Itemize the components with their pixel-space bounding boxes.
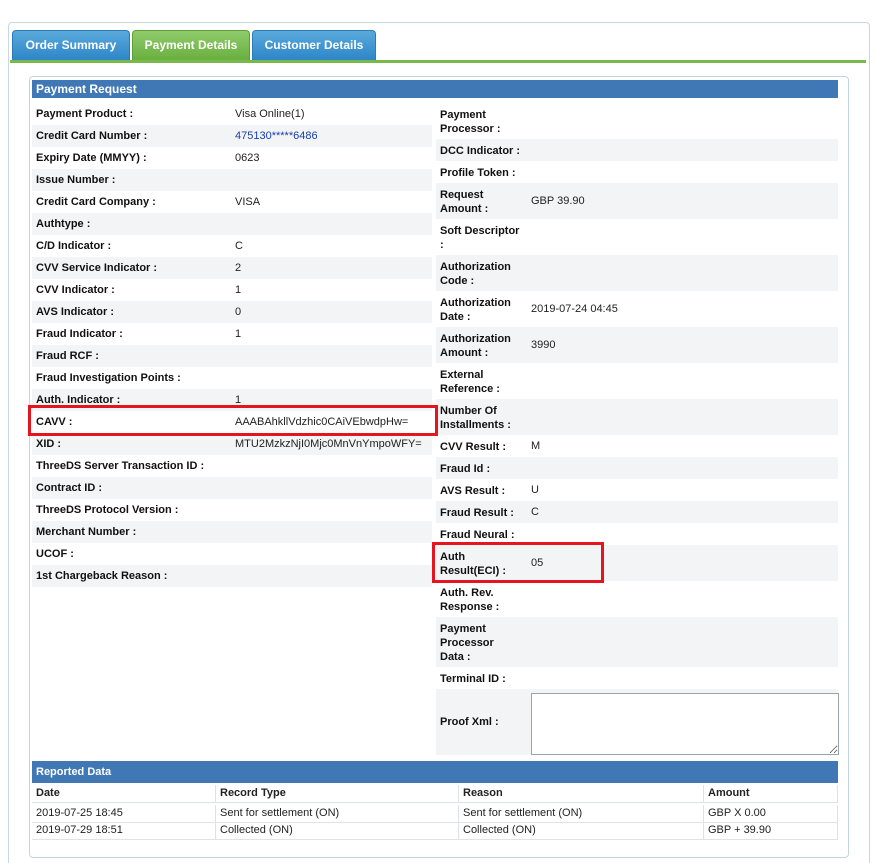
field-value: 2	[235, 262, 242, 274]
proof-xml-field[interactable]	[531, 693, 839, 755]
field-label-line: Authorization	[440, 297, 511, 309]
field-label: Authtype :	[36, 218, 91, 230]
field-label-line: Processor :	[440, 123, 501, 135]
right-field-row	[436, 255, 838, 291]
field-value: 1	[235, 284, 242, 296]
field-label-line: Response :	[440, 601, 500, 613]
tab-payment-details[interactable]: Payment Details	[132, 30, 250, 60]
column-header[interactable]: Date	[32, 785, 216, 802]
field-label	[440, 108, 526, 136]
right-field-row	[436, 457, 838, 479]
field-value: MTU2MzkzNjI0Mjc0MnVnYmpoWFY=	[235, 438, 422, 450]
right-field-row	[436, 139, 838, 161]
column-header[interactable]: Reason	[459, 785, 704, 802]
left-field-row	[32, 477, 432, 499]
cavv-highlight-box	[28, 405, 438, 436]
left-field-row	[32, 279, 432, 301]
field-value: GBP 39.90	[531, 195, 585, 207]
right-field-row	[436, 327, 838, 363]
table-cell: 2019-07-29 18:51	[32, 822, 216, 839]
field-value: 05	[531, 557, 544, 569]
field-label: Issue Number :	[36, 174, 116, 186]
reported-data-title: Reported Data	[32, 761, 838, 783]
field-label-line: AVS Result :	[440, 485, 506, 497]
field-label-line: Fraud Neural :	[440, 529, 515, 541]
field-label-line: Number Of	[440, 405, 497, 417]
field-label: Credit Card Company :	[36, 196, 156, 208]
field-label: CVV Indicator :	[36, 284, 115, 296]
field-label-line: Authorization	[440, 333, 511, 345]
field-label: Fraud Investigation Points :	[36, 372, 181, 384]
field-value: M	[531, 440, 541, 452]
field-label: UCOF :	[36, 548, 74, 560]
field-label-line: Proof Xml :	[440, 716, 499, 728]
table-cell: Collected (ON)	[459, 822, 704, 839]
field-label	[440, 715, 526, 729]
field-label-line: Fraud Id :	[440, 463, 491, 475]
left-field-row	[32, 147, 432, 169]
left-field-row	[32, 169, 432, 191]
right-field-row	[436, 183, 838, 219]
field-label: Contract ID :	[36, 482, 102, 494]
field-label	[440, 332, 526, 360]
field-label	[440, 404, 526, 432]
left-field-row	[32, 301, 432, 323]
field-label-line: Profile Token :	[440, 167, 516, 179]
table-row	[32, 822, 838, 840]
field-label	[440, 144, 526, 158]
field-label	[440, 368, 526, 396]
field-value: U	[531, 484, 539, 496]
eci-highlight-box	[432, 542, 604, 583]
right-field-row	[436, 581, 838, 617]
field-label-line: Reference :	[440, 383, 500, 395]
field-value: Visa Online(1)	[235, 108, 305, 120]
field-label: CVV Service Indicator :	[36, 262, 158, 274]
credit-card-number-link[interactable]: 475130*****6486	[235, 130, 318, 142]
field-label	[440, 622, 526, 664]
tab-order-summary[interactable]: Order Summary	[12, 30, 130, 60]
table-cell: Sent for settlement (ON)	[459, 805, 704, 822]
field-value: 3990	[531, 339, 556, 351]
table-cell: 2019-07-25 18:45	[32, 805, 216, 822]
left-field-row	[32, 213, 432, 235]
field-label-line: Amount :	[440, 347, 489, 359]
field-label: Auth. Indicator :	[36, 394, 121, 406]
left-field-row	[32, 103, 432, 125]
field-label-line: Code :	[440, 275, 475, 287]
field-label	[440, 672, 526, 686]
right-field-row	[436, 219, 838, 255]
field-label: XID :	[36, 438, 62, 450]
field-label-line: Auth. Rev.	[440, 587, 494, 599]
field-label-line: Soft Descriptor	[440, 225, 520, 237]
table-cell: GBP X 0.00	[704, 805, 838, 822]
field-label: Fraud RCF :	[36, 350, 99, 362]
field-label	[440, 440, 526, 454]
field-label	[440, 506, 526, 520]
left-field-row	[32, 235, 432, 257]
field-label-line: External	[440, 369, 484, 381]
column-header[interactable]: Record Type	[216, 785, 459, 802]
right-field-row	[436, 103, 838, 139]
right-field-row	[436, 667, 838, 689]
right-field-row	[436, 161, 838, 183]
field-label	[440, 586, 526, 614]
field-label: Merchant Number :	[36, 526, 137, 538]
left-field-row	[32, 433, 432, 455]
field-value: 0623	[235, 152, 260, 164]
field-label-line: Authorization	[440, 261, 511, 273]
field-label: ThreeDS Server Transaction ID :	[36, 460, 205, 472]
left-field-row	[32, 323, 432, 345]
field-value: 2019-07-24 04:45	[531, 303, 618, 315]
field-value: C	[235, 240, 243, 252]
field-label: Payment Product :	[36, 108, 134, 120]
field-label: ThreeDS Protocol Version :	[36, 504, 179, 516]
field-label-line: Processor	[440, 637, 494, 649]
left-field-row	[32, 499, 432, 521]
left-field-row	[32, 345, 432, 367]
left-field-row	[32, 565, 432, 587]
field-label: 1st Chargeback Reason :	[36, 570, 168, 582]
table-cell: Collected (ON)	[216, 822, 459, 839]
left-field-row	[32, 191, 432, 213]
right-field-row	[436, 291, 838, 327]
field-label-line: Payment	[440, 623, 486, 635]
field-label-line: Auth	[440, 551, 466, 563]
field-value: 0	[235, 306, 242, 318]
tab-underline	[10, 60, 866, 63]
field-label-line: Request	[440, 189, 484, 201]
left-field-row	[32, 543, 432, 565]
field-label-line: Data :	[440, 651, 471, 663]
field-label-line: Payment	[440, 109, 486, 121]
field-value: C	[531, 506, 539, 518]
field-label-line: :	[440, 239, 444, 251]
field-label	[440, 188, 526, 216]
field-label: AVS Indicator :	[36, 306, 115, 318]
left-field-row	[32, 125, 432, 147]
field-label-line: Date :	[440, 311, 471, 323]
left-field-row	[32, 257, 432, 279]
field-label-line: Amount :	[440, 203, 489, 215]
table-cell: Sent for settlement (ON)	[216, 805, 459, 822]
right-field-row	[436, 435, 838, 457]
table-cell: GBP + 39.90	[704, 822, 838, 839]
field-label: Credit Card Number :	[36, 130, 148, 142]
right-field-row	[436, 363, 838, 399]
field-label	[440, 260, 526, 288]
reported-data-header-row	[32, 785, 838, 803]
field-label	[440, 484, 526, 498]
field-label: C/D Indicator :	[36, 240, 112, 252]
field-label-line: Result(ECI) :	[440, 565, 506, 577]
field-label	[440, 166, 526, 180]
right-field-row	[436, 399, 838, 435]
left-field-row	[32, 521, 432, 543]
field-label	[440, 224, 526, 252]
field-value: 1	[235, 394, 242, 406]
payment-request-title: Payment Request	[32, 80, 838, 98]
field-value: VISA	[235, 196, 261, 208]
field-label-line: Installments :	[440, 419, 511, 431]
left-field-row	[32, 455, 432, 477]
field-label-line: Fraud Result :	[440, 507, 514, 519]
field-value: AAABAhkllVdzhic0CAiVEbwdpHw=	[235, 416, 409, 428]
right-field-row	[436, 617, 838, 667]
field-label: Expiry Date (MMYY) :	[36, 152, 147, 164]
field-value: 1	[235, 328, 242, 340]
column-header[interactable]: Amount	[704, 785, 838, 802]
field-label-line: CVV Result :	[440, 441, 507, 453]
tab-customer-details[interactable]: Customer Details	[252, 30, 376, 60]
right-field-row	[436, 479, 838, 501]
table-row	[32, 805, 838, 823]
left-field-row	[32, 367, 432, 389]
right-field-row	[436, 501, 838, 523]
field-label: CAVV :	[36, 416, 73, 428]
field-label	[440, 528, 526, 542]
field-label	[440, 296, 526, 324]
field-label: Fraud Indicator :	[36, 328, 123, 340]
field-label-line: DCC Indicator :	[440, 145, 521, 157]
field-label	[440, 462, 526, 476]
field-label-line: Terminal ID :	[440, 673, 506, 685]
